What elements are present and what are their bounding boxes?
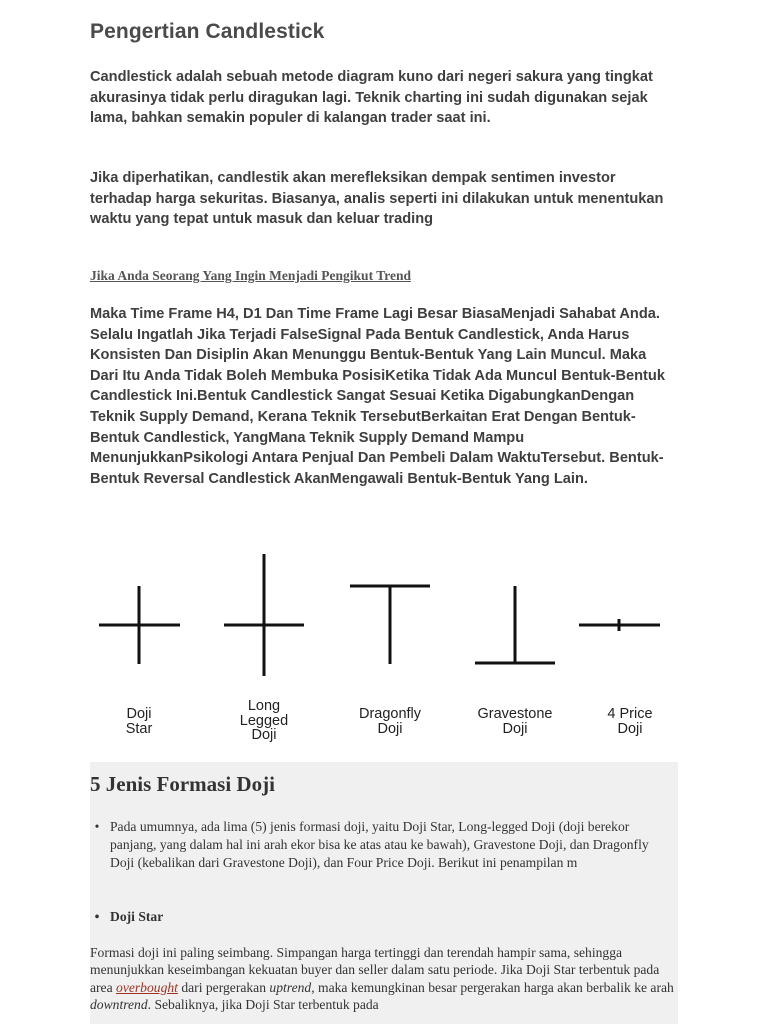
formasi-doji-section xyxy=(90,762,678,1024)
doji-star-description xyxy=(90,944,678,1014)
trend-subheading: Jika Anda Seorang Yang Ingin Menjadi Pengikut Trend xyxy=(90,268,411,283)
doji-star-label: Doji Star xyxy=(125,706,153,737)
long-legged-doji-label: Long Legged Doji xyxy=(239,698,289,743)
page-title: Pengertian Candlestick xyxy=(90,20,325,43)
body-text-part: dari pergerakan xyxy=(177,979,270,995)
downtrend-term: downtrend xyxy=(90,997,148,1013)
bullet-dot: • xyxy=(94,819,100,834)
intro-paragraph: Candlestick adalah sebuah metode diagram kuno dari negeri sakura yang tingkat akurasinya tidak perlu diragukan lagi. Teknik charting ini sudah digunakan sejak lama, bahkan semakin populer di kalangan trader saat ini. xyxy=(90,69,653,127)
list-item-text: Doji Star xyxy=(110,909,164,924)
section-title: 5 Jenis Formasi Doji xyxy=(90,772,275,796)
timeframe-paragraph: Maka Time Frame H4, D1 Dan Time Frame Lagi Besar BiasaMenjadi Sahabat Anda. Selalu Ingatlah Jika Terjadi FalseSignal Pada Bentuk Candlestick, Anda Harus Konsisten Dan Disiplin Akan Menunggu Bentuk-Bentuk Yang Lain Muncul. Maka Dari Itu Anda Tidak Boleh Membuka PosisiKetika Tidak Ada Muncul Bentuk-Bentuk Candlestick Ini.Bentuk Candlestick Sangat Sesuai Ketika DigabungkanDengan Teknik Supply Demand, Kerana Teknik TersebutBerkaitan Erat Dengan Bentuk-Bentuk Candlestick, YangMana Teknik Supply Demand Mampu MenunjukkanPsikologi Antara Penjual Dan Pembeli Dalam WaktuTersebut. Bentuk-Bentuk Reversal Candlestick AkanMengawali Bentuk-Bentuk Yang Lain. xyxy=(90,306,665,487)
body-text-part: . Sebaliknya, jika Doji Star terbentuk pada xyxy=(147,997,379,1013)
four-price-doji-label: 4 Price Doji xyxy=(607,706,653,737)
list-item-text: Pada umumnya, ada lima (5) jenis formasi doji, yaitu Doji Star, Long-legged Doji (doji berekor panjang, yang dalam hal ini arah ekor bisa ke atas atau ke bawah), Gravestone Doji, dan Dragonfly Doji (kebalikan dari Gravestone Doji), dan Four Price Doji. Berikut ini penampilan m xyxy=(110,819,649,870)
body-text-part: , maka kemungkinan besar pergerakan harga akan berbalik ke arah xyxy=(311,979,674,995)
overbought-link[interactable]: overbought xyxy=(116,979,178,995)
uptrend-term: uptrend xyxy=(269,979,312,995)
sentiment-paragraph: Jika diperhatikan, candlestik akan merefleksikan dempak sentimen investor terhadap harga sekuritas. Biasanya, analis seperti ini dilakukan untuk menentukan waktu yang tepat untuk masuk dan keluar trading xyxy=(90,170,664,228)
body-text-part: Formasi doji ini paling seimbang. Simpangan harga tertinggi dan terendah hampir sama, sehingga menunjukkan keseimbangan kekuatan buyer dan seller dalam satu periode. Jika Doji Star terbentuk pada area xyxy=(90,945,660,995)
bullet-dot: • xyxy=(94,909,100,924)
gravestone-doji-label: Gravestone Doji xyxy=(477,706,553,737)
dragonfly-doji-label: Dragonfly Doji xyxy=(358,706,422,737)
doji-types-figure xyxy=(90,548,678,746)
